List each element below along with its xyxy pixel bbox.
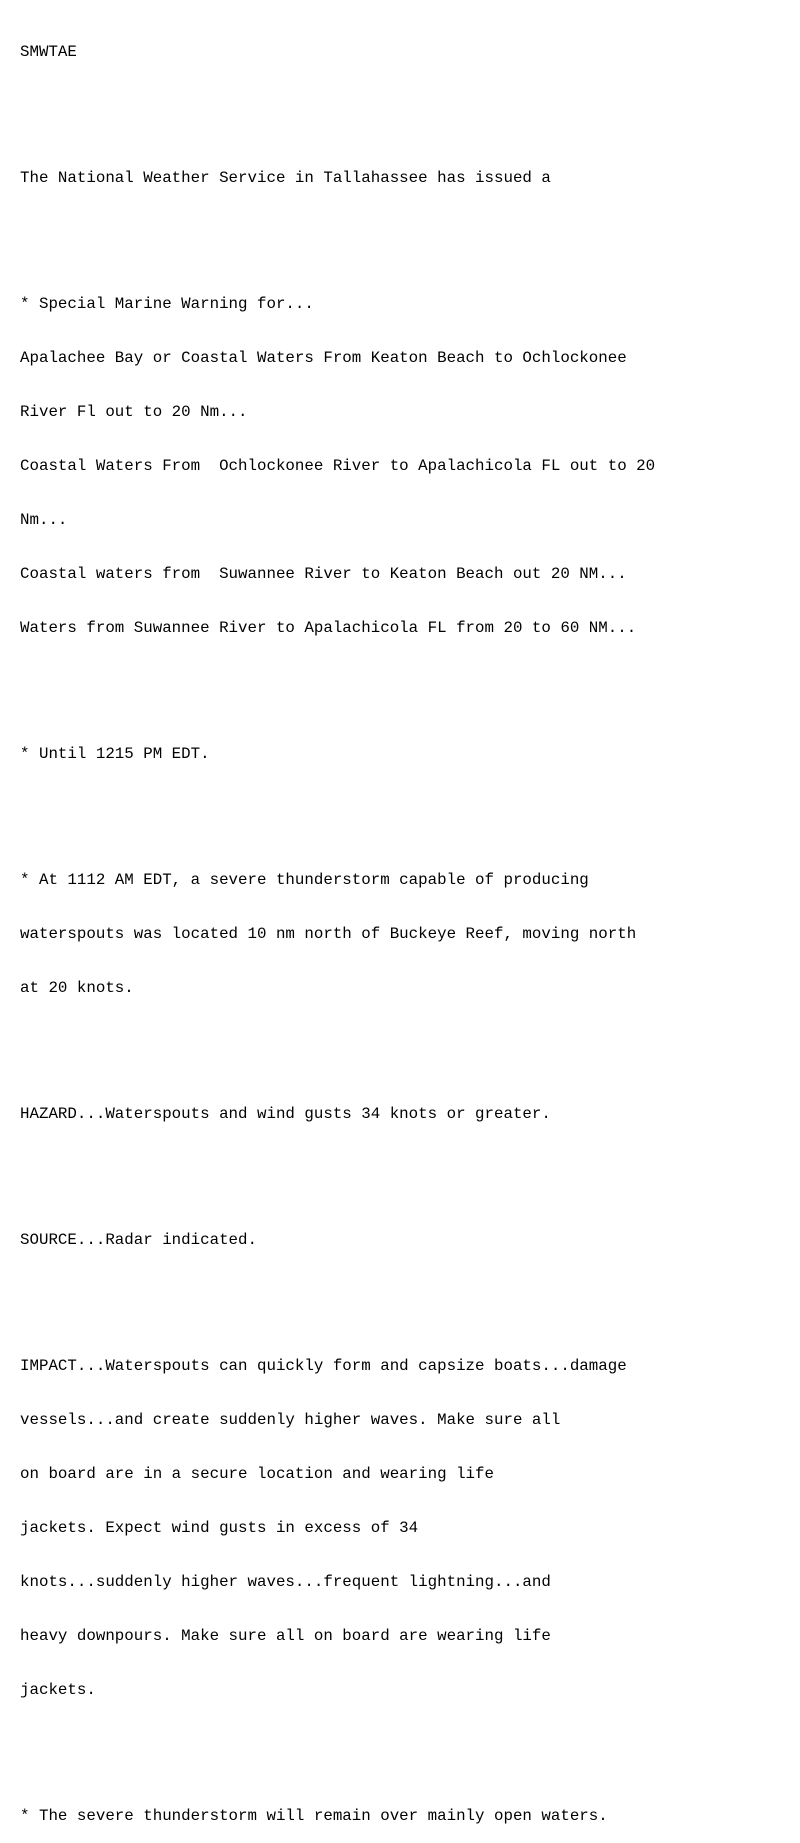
spacer <box>20 223 655 241</box>
source-statement: SOURCE...Radar indicated. <box>20 1231 257 1249</box>
impact-line: on board are in a secure location and wearing life <box>20 1465 494 1483</box>
warning-area-line: Coastal Waters From Ochlockonee River to Apalachicola FL out to 20 <box>20 457 656 475</box>
issued-statement: The National Weather Service in Tallahassee has issued a <box>20 169 551 187</box>
situation-line: waterspouts was located 10 nm north of Buckeye Reef, moving north <box>20 925 637 943</box>
hazard-statement: HAZARD...Waterspouts and wind gusts 34 knots or greater. <box>20 1105 551 1123</box>
warning-area-line: Apalachee Bay or Coastal Waters From Keaton Beach to Ochlockonee <box>20 349 627 367</box>
spacer <box>20 1033 655 1051</box>
impact-line: IMPACT...Waterspouts can quickly form and capsize boats...damage <box>20 1357 627 1375</box>
marine-warning-bulletin <box>20 7 655 1843</box>
impact-line: vessels...and create suddenly higher waves. Make sure all <box>20 1411 561 1429</box>
until-time: * Until 1215 PM EDT. <box>20 745 210 763</box>
impact-line: jackets. <box>20 1681 96 1699</box>
spacer <box>20 1285 655 1303</box>
spacer <box>20 1735 655 1753</box>
spacer <box>20 799 655 817</box>
warning-area-line: Nm... <box>20 511 68 529</box>
impact-line: heavy downpours. Make sure all on board are wearing life <box>20 1627 551 1645</box>
situation-line: * At 1112 AM EDT, a severe thunderstorm capable of producing <box>20 871 589 889</box>
spacer <box>20 97 655 115</box>
closing-statement: * The severe thunderstorm will remain over mainly open waters. <box>20 1807 608 1825</box>
warning-area-line: Waters from Suwannee River to Apalachicola FL from 20 to 60 NM... <box>20 619 637 637</box>
warning-heading: * Special Marine Warning for... <box>20 295 314 313</box>
warning-area-line: Coastal waters from Suwannee River to Keaton Beach out 20 NM... <box>20 565 627 583</box>
impact-line: knots...suddenly higher waves...frequent lightning...and <box>20 1573 551 1591</box>
product-id: SMWTAE <box>20 43 77 61</box>
warning-area-line: River Fl out to 20 Nm... <box>20 403 248 421</box>
impact-line: jackets. Expect wind gusts in excess of 34 <box>20 1519 419 1537</box>
spacer <box>20 1159 655 1177</box>
situation-line: at 20 knots. <box>20 979 134 997</box>
spacer <box>20 673 655 691</box>
